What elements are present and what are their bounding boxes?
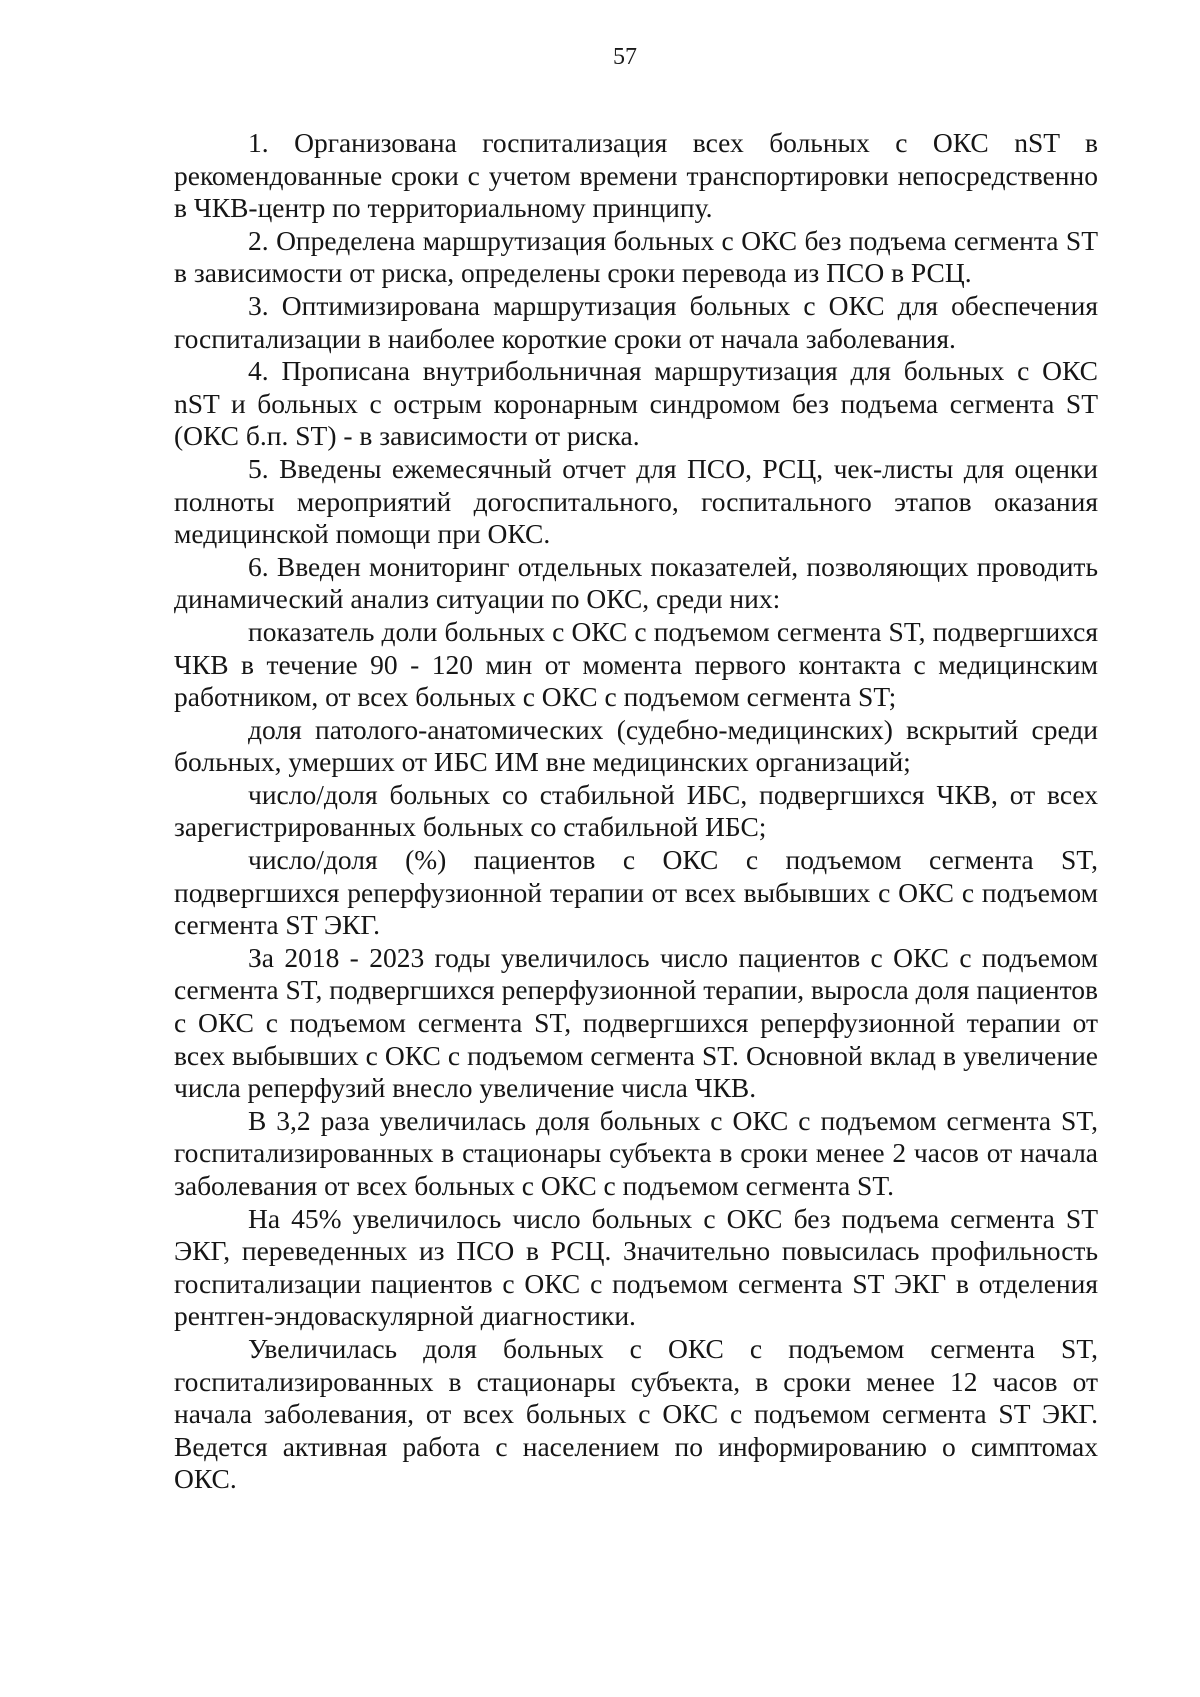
- paragraph-item-6: 6. Введен мониторинг отдельных показателей, позволяющих проводить динамический анализ ситуации по ОКС, среди них:: [174, 550, 1098, 615]
- indicator-autopsy-share: доля патолого-анатомических (судебно-медицинских) вскрытий среди больных, умерших от ИБС ИМ вне медицинских организаций;: [174, 713, 1098, 778]
- indicator-cathlab-90-120: показатель доли больных с ОКС с подъемом сегмента ST, подвергшихся ЧКВ в течение 90 - 120 мин от момента первого контакта с медицинским работником, от всех больных с ОКС с подъемом сегмента ST;: [174, 615, 1098, 713]
- paragraph-item-4: 4. Прописана внутрибольничная маршрутизация для больных с ОКС nST и больных с острым коронарным синдромом без подъема сегмента ST (ОКС б.п. ST) - в зависимости от риска.: [174, 355, 1098, 452]
- paragraph-transfer-45: На 45% увеличилось число больных с ОКС без подъема сегмента ST ЭКГ, переведенных из ПСО в РСЦ. Значительно повысилась профильность госпитализации пациентов с ОКС с подъемом сегмента ST ЭКГ в отделения рентген-эндоваскулярной диагностики.: [174, 1202, 1098, 1332]
- paragraph-item-3: 3. Оптимизирована маршрутизация больных с ОКС для обеспечения госпитализации в наиболее короткие сроки от начала заболевания.: [174, 289, 1098, 354]
- indicator-stable-ihd-pci: число/доля больных со стабильной ИБС, подвергшихся ЧКВ, от всех зарегистрированных больных со стабильной ИБС;: [174, 778, 1098, 843]
- paragraph-item-1: 1. Организована госпитализация всех больных с ОКС nST в рекомендованные сроки с учетом времени транспортировки непосредственно в ЧКВ-центр по территориальному принципу.: [174, 127, 1098, 224]
- paragraph-results-2018-2023: За 2018 - 2023 годы увеличилось число пациентов с ОКС с подъемом сегмента ST, подвергшихся реперфузионной терапии, выросла доля пациентов с ОКС с подъемом сегмента ST, подвергшихся реперфузионной терапии от всех выбывших с ОКС с подъемом сегмента ST. Основной вклад в увеличение числа реперфузий внесло увеличение числа ЧКВ.: [174, 941, 1098, 1104]
- paragraph-hospitalization-2h: В 3,2 раза увеличилась доля больных с ОКС с подъемом сегмента ST, госпитализированных в стационары субъекта в сроки менее 2 часов от начала заболевания от всех больных с ОКС с подъемом сегмента ST.: [174, 1104, 1098, 1201]
- document-body: [174, 127, 1098, 1496]
- page-number: 57: [613, 44, 637, 70]
- paragraph-item-2: 2. Определена маршрутизация больных с ОКС без подъема сегмента ST в зависимости от риска, определены сроки перевода из ПСО в РСЦ.: [174, 224, 1098, 289]
- indicator-reperfusion-share: число/доля (%) пациентов с ОКС с подъемом сегмента ST, подвергшихся реперфузионной терапии от всех выбывших с ОКС с подъемом сегмента ST ЭКГ.: [174, 844, 1098, 941]
- paragraph-hospitalization-12h: Увеличилась доля больных с ОКС с подъемом сегмента ST, госпитализированных в стационары субъекта, в сроки менее 12 часов от начала заболевания, от всех больных с ОКС с подъемом сегмента ST ЭКГ. Ведется активная работа с населением по информированию о симптомах ОКС.: [174, 1332, 1098, 1495]
- paragraph-item-5: 5. Введены ежемесячный отчет для ПСО, РСЦ, чек-листы для оценки полноты мероприятий догоспитального, госпитального этапов оказания медицинской помощи при ОКС.: [174, 452, 1098, 550]
